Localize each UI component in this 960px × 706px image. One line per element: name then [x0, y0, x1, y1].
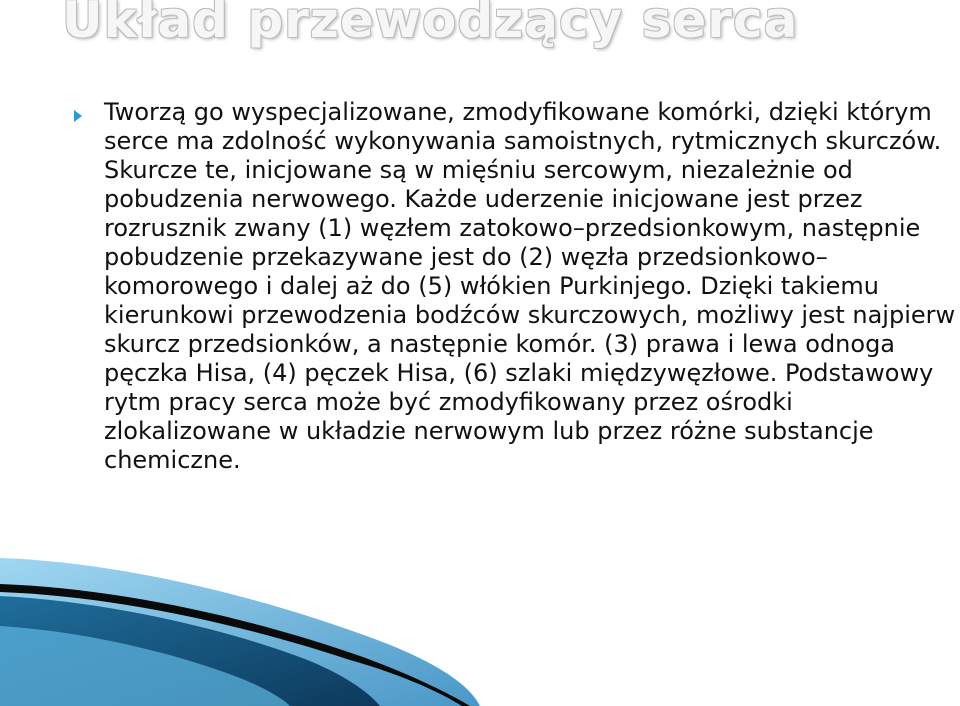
- bullet-arrow-icon: [74, 110, 82, 122]
- bullet-item: [74, 98, 956, 475]
- slide-title: Układ przewodzący serca: [62, 0, 799, 49]
- bullet-text: Tworzą go wyspecjalizowane, zmodyfikowane komórki, dzięki którym serce ma zdolność wykonywania samoistnych, rytmicznych skurczów. Skurcze te, inicjowane są w mięśniu sercowym, niezależnie od pobudzenia nerwowego. Każde uderzenie inicjowane jest przez rozrusznik zwany (1) węzłem zatokowo–przedsionkowym, następnie pobudzenie przekazywane jest do (2) węzła przedsionkowo–komorowego i dalej aż do (5) włókien Purkinjego. Dzięki takiemu kierunkowi przewodzenia bodźców skurczowych, możliwy jest najpierw skurcz przedsionków, a następnie komór. (3) prawa i lewa odnoga pęczka Hisa, (4) pęczek Hisa, (6) szlaki międzywęzłowe. Podstawowy rytm pracy serca może być zmodyfikowany przez ośrodki zlokalizowane w układzie nerwowym lub przez różne substancje chemiczne.: [104, 98, 956, 474]
- decorative-wave-graphic: [0, 556, 960, 706]
